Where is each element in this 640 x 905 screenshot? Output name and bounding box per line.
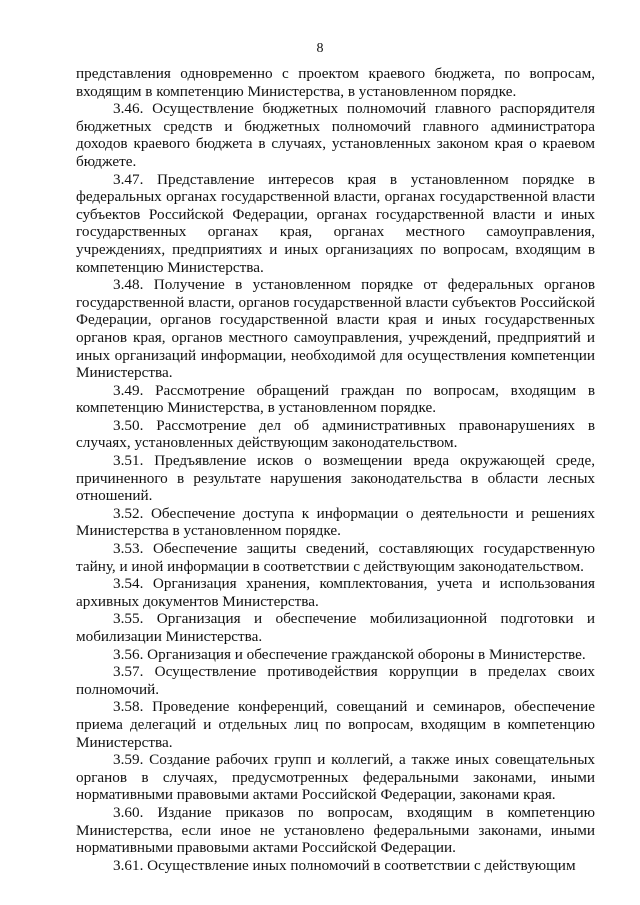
paragraph: представления одновременно с проектом краевого бюджета, по вопросам, входящим в компетенцию Министерства, в установленном порядке. bbox=[76, 65, 595, 100]
paragraph: 3.54. Организация хранения, комплектования, учета и использования архивных документов Министерства. bbox=[76, 575, 595, 610]
page-number: 8 bbox=[316, 41, 324, 56]
paragraph: 3.56. Организация и обеспечение гражданской обороны в Министерстве. bbox=[113, 645, 586, 663]
paragraph: 3.53. Обеспечение защиты сведений, составляющих государственную тайну, и иной информации в соответствии с действующим законодательством. bbox=[76, 540, 595, 575]
paragraph: 3.52. Обеспечение доступа к информации о деятельности и решениях Министерства в установленном порядке. bbox=[76, 504, 595, 540]
paragraph: 3.50. Рассмотрение дел об административных правонарушениях в случаях, установленных действующим законодательством. bbox=[76, 416, 595, 452]
document-body bbox=[76, 65, 595, 874]
paragraph: 3.57. Осуществление противодействия коррупции в пределах своих полномочий. bbox=[76, 663, 595, 698]
paragraph: 3.58. Проведение конференций, совещаний и семинаров, обеспечение приема делегаций и отдельных лиц по вопросам, входящим в компетенцию Министерства. bbox=[76, 698, 595, 751]
paragraph: 3.51. Предъявление исков о возмещении вреда окружающей среде, причиненного в результате нарушения законодательства в области лесных отношений. bbox=[76, 452, 595, 505]
paragraph: 3.47. Представление интересов края в установленном порядке в федеральных органах государственной власти, органах государственной власти субъектов Российской Федерации, органах государственной власти и иных государственных органах края, органах местного самоуправления, учреждениях, предприятиях и иных организациях по вопросам, входящим в компетенцию Министерства. bbox=[76, 170, 595, 276]
paragraph: 3.55. Организация и обеспечение мобилизационной подготовки и мобилизации Министерства. bbox=[76, 610, 595, 645]
paragraph: 3.46. Осуществление бюджетных полномочий главного распорядителя бюджетных средств и бюджетных полномочий главного администратора доходов краевого бюджета в случаях, установленных законом края о краевом бюджете. bbox=[76, 100, 595, 170]
paragraph: 3.61. Осуществление иных полномочий в соответствии с действующим bbox=[113, 856, 576, 874]
paragraph: 3.60. Издание приказов по вопросам, входящим в компетенцию Министерства, если иное не установлено федеральными законами, иными нормативными правовыми актами Российской Федерации. bbox=[76, 803, 595, 857]
paragraph: 3.59. Создание рабочих групп и коллегий, а также иных совещательных органов в случаях, предусмотренных федеральными законами, иными нормативными правовыми актами Российской Федерации, законами края. bbox=[76, 751, 595, 804]
paragraph: 3.48. Получение в установленном порядке от федеральных органов государственной власти, органов государственной власти субъектов Российской Федерации, органов государственной власти края и иных государственных органов края, органов местного самоуправления, учреждений, предприятий и иных организаций информации, необходимой для осуществления компетенции Министерства. bbox=[76, 276, 595, 382]
paragraph: 3.49. Рассмотрение обращений граждан по вопросам, входящим в компетенцию Министерства, в установленном порядке. bbox=[76, 381, 595, 417]
